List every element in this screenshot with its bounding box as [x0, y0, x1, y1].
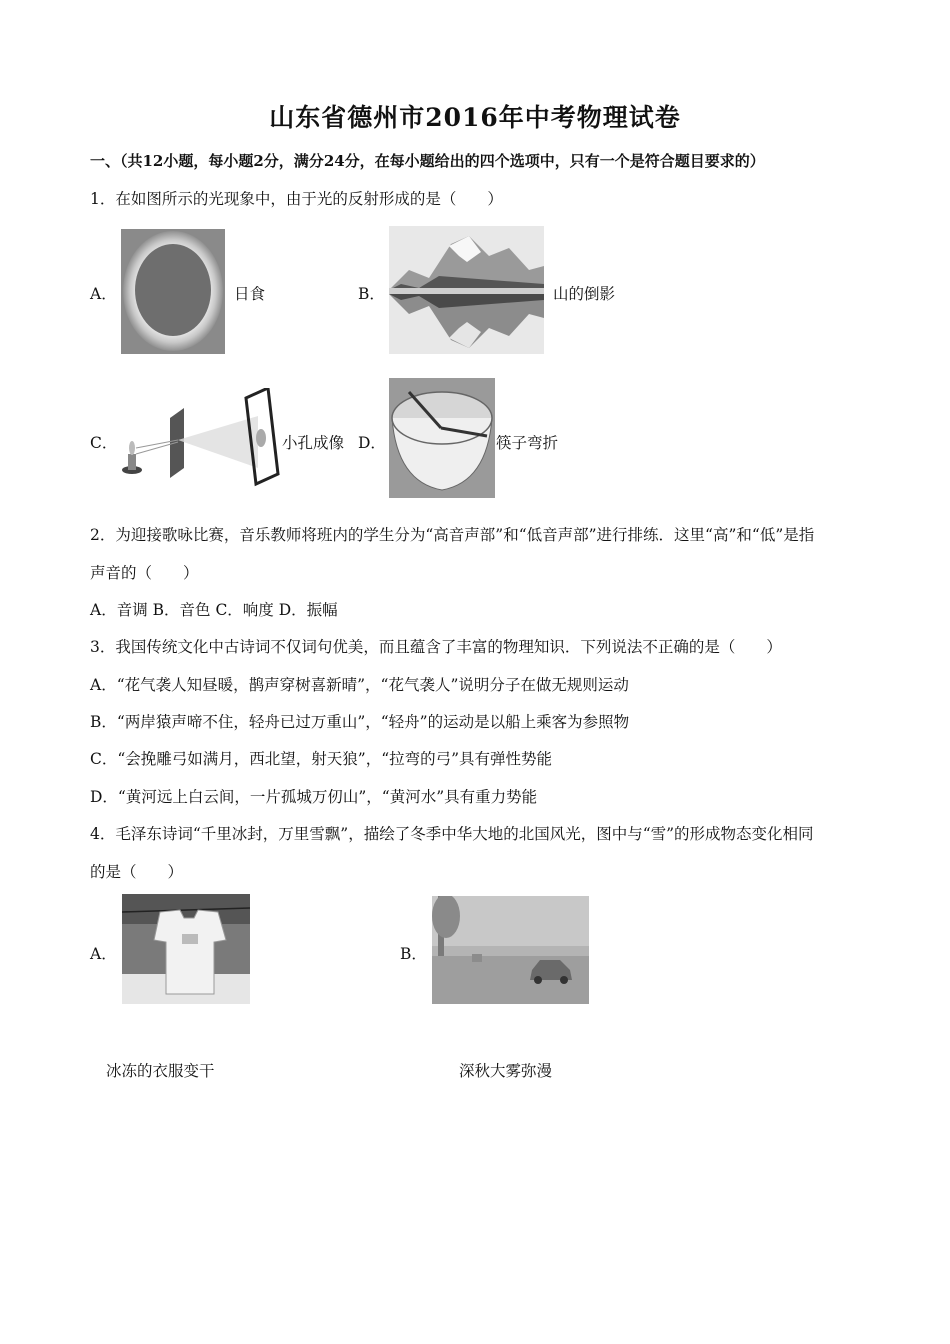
question-3-option-b: B．“两岸猿声啼不住，轻舟已过万重山”，“轻舟”的运动是以船上乘客为参照物 — [90, 713, 630, 731]
mountain-reflection-image — [389, 226, 544, 354]
q4-option-b-label: B． — [400, 945, 427, 963]
solar-eclipse-image — [121, 229, 225, 354]
question-4-stem-line1: 4．毛泽东诗词“千里冰封，万里雪飘”，描绘了冬季中华大地的北国风光，图中与“雪”的形成物态变化相同 — [90, 825, 814, 843]
q1-option-a-label: A． — [90, 285, 117, 303]
frozen-clothes-image — [122, 894, 250, 1004]
q1-option-d-label: D． — [358, 434, 386, 452]
question-4-stem-line2: 的是（ ） — [90, 863, 184, 881]
page-title: 山东省德州市2016年中考物理试卷 — [269, 103, 681, 132]
question-3-option-d: D．“黄河远上白云间，一片孤城万仞山”，“黄河水”具有重力势能 — [90, 788, 538, 806]
q1-option-a-caption: 日食 — [234, 285, 266, 303]
q4-option-a-caption: 冰冻的衣服变干 — [106, 1062, 215, 1080]
question-3-option-a: A．“花气袭人知昼暖，鹊声穿树喜新晴”，“花气袭人”说明分子在做无规则运动 — [90, 676, 629, 694]
q1-option-b-label: B． — [358, 285, 385, 303]
q1-option-c-label: C． — [90, 434, 118, 452]
question-2-stem-line2: 声音的（ ） — [90, 564, 199, 582]
q1-option-c-caption: 小孔成像 — [282, 434, 345, 452]
foggy-road-image — [432, 896, 589, 1004]
q1-option-d-caption: 筷子弯折 — [496, 434, 559, 452]
section-heading: 一、（共12小题，每小题2分，满分24分，在每小题给出的四个选项中，只有一个是符合题目要求的） — [90, 152, 765, 170]
question-1-stem: 1．在如图所示的光现象中，由于光的反射形成的是（ ） — [90, 190, 503, 208]
q4-option-a-label: A． — [90, 945, 117, 963]
question-3-stem: 3．我国传统文化中古诗词不仅词句优美，而且蕴含了丰富的物理知识．下列说法不正确的是（ ） — [90, 638, 782, 656]
question-2-stem-line1: 2．为迎接歌咏比赛，音乐教师将班内的学生分为“高音声部”和“低音声部”进行排练．这里“高”和“低”是指 — [90, 526, 815, 544]
bent-chopstick-image — [389, 378, 495, 498]
q1-option-b-caption: 山的倒影 — [553, 285, 616, 303]
q4-option-b-caption: 深秋大雾弥漫 — [459, 1062, 553, 1080]
pinhole-camera-image — [118, 388, 280, 488]
question-2-options: A．音调 B．音色 C．响度 D．振幅 — [90, 601, 338, 619]
question-3-option-c: C．“会挽雕弓如满月，西北望，射天狼”，“拉弯的弓”具有弹性势能 — [90, 750, 553, 768]
